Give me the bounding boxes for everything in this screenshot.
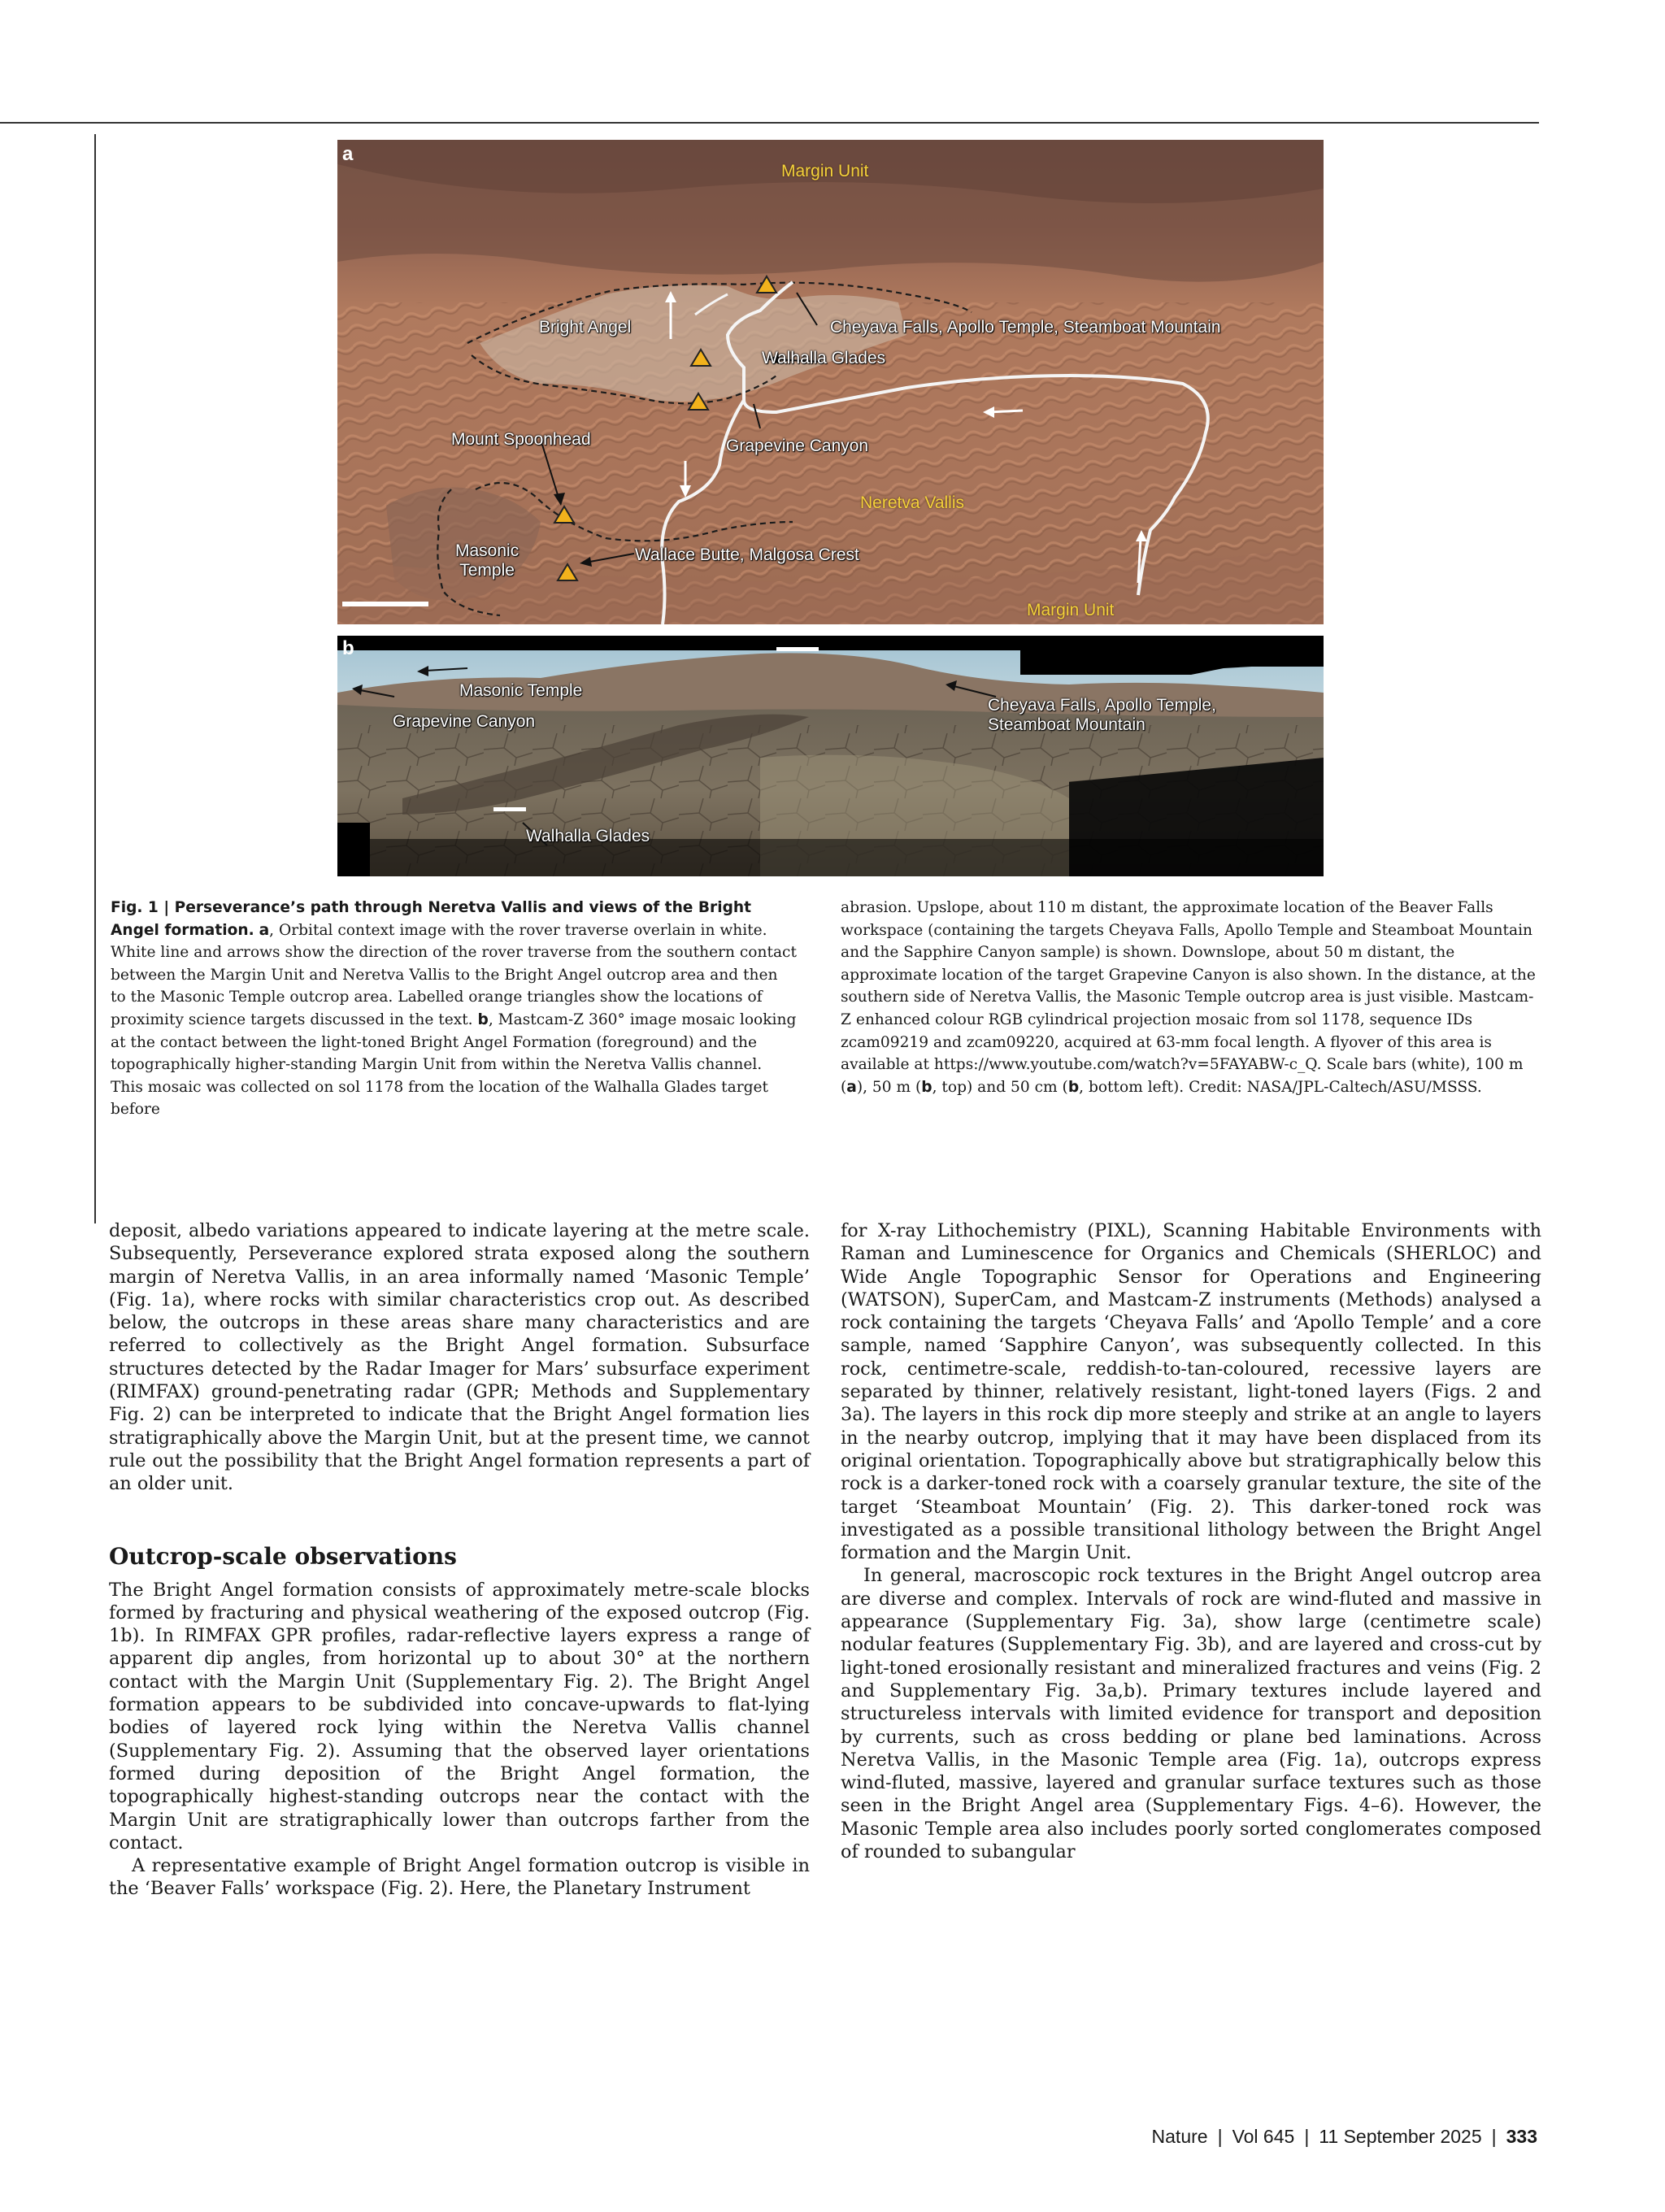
- label-neretva-vallis: Neretva Vallis: [860, 493, 964, 512]
- label-bright-angel: Bright Angel: [539, 318, 632, 337]
- paragraph: The Bright Angel formation consists of approximately metre-scale blocks formed by fracturing and physical weathering of the exposed outcrop (Fig. 1b). In RIMFAX GPR profiles, radar-reflective layers express a range of apparent dip angles, from horizontal up to about 30° at the northern contact with the Margin Unit (Supplementary Fig. 2). The Bright Angel formation appears to be subdivided into concave-upwards to flat-lying bodies of layered rock lying within the Neretva Vallis channel (Supplementary Fig. 2). Assuming that the observed layer orientations formed during deposition of the Bright Angel formation, the topographically highest-standing outcrops near the contact with the Margin Unit are stratigraphically lower than outcrops farther from the contact.: [109, 1579, 810, 1853]
- caption-figure-label: Fig. 1 | Perseverance’s path through Neretva Vallis and views of the Bright Angel formation.: [111, 899, 752, 939]
- mastcam-mosaic: [337, 636, 1324, 876]
- page-number: 333: [1506, 2126, 1537, 2147]
- scale-bar-top: [776, 647, 819, 651]
- journal-volume: Vol 645: [1232, 2126, 1295, 2147]
- label-cheyava-falls: Cheyava Falls, Apollo Temple, Steamboat Mountain: [830, 318, 1221, 337]
- figure-caption-left: Fig. 1 | Perseverance’s path through Neretva Vallis and views of the Bright Angel formation. a, Orbital context image with the rover traverse overlain in white. White line and arrows show the direction of the rover traverse from the southern contact between the Margin Unit and Neretva Vallis to the Bright Angel outcrop area and then to the Masonic Temple outcrop area. Labelled orange triangles show the locations of proximity science targets discussed in the text. b, Mastcam-Z 360° image mosaic looking at the contact between the light-toned Bright Angel Formation (foreground) and the topographically higher-standing Margin Unit from within the Neretva Vallis channel. This mosaic was collected on sol 1178 from the location of the Walhalla Glades target before: [111, 899, 797, 1119]
- label-b-cheyava-falls: Cheyava Falls, Apollo Temple, Steamboat Mountain: [988, 696, 1216, 734]
- label-grapevine-canyon: Grapevine Canyon: [726, 437, 869, 455]
- body-column-left: [109, 1219, 810, 1901]
- header-rule: [0, 122, 1539, 124]
- scale-bar: [342, 602, 428, 606]
- page-footer: Nature | Vol 645 | 11 September 2025 | 333: [1151, 2126, 1537, 2147]
- figure-caption-right: abrasion. Upslope, about 110 m distant, the approximate location of the Beaver Falls workspace (containing the targets Cheyava Falls, Apollo Temple and Steamboat Mountain and the Sapphire Canyon sample) is shown. Downslope, about 50 m distant, the approximate location of the target Grapevine Canyon is also shown. In the distance, at the southern side of Neretva Vallis, the Masonic Temple outcrop area is just visible. Mastcam-Z enhanced colour RGB cylindrical projection mosaic from sol 1178, sequence IDs zcam09219 and zcam09220, acquired at 63-mm focal length. A flyover of this area is available at https://www.youtube.com/watch?v=5FAYABW-c_Q. Scale bars (white), 100 m (a), 50 m (b, top) and 50 cm (b, bottom left). Credit: NASA/JPL-Caltech/ASU/MSSS.: [841, 899, 1536, 1096]
- label-mount-spoonhead: Mount Spoonhead: [451, 430, 591, 449]
- paragraph: for X-ray Lithochemistry (PIXL), Scanning Habitable Environments with Raman and Luminescence for Organics and Chemicals (SHERLOC) and Wide Angle Topographic Sensor for Operations and Engineering (WATSON), SuperCam, and Mastcam-Z instruments (Methods) analysed a rock containing the targets ‘Cheyava Falls’ and ‘Apollo Temple’ and a core sample, named ‘Sapphire Canyon’, was subsequently collected. In this rock, centimetre-scale, reddish-to-tan-coloured, recessive layers are separated by thinner, relatively resistant, light-toned layers (Figs. 2 and 3a). The layers in this rock dip more steeply and strike at an angle to layers in the nearby outcrop, implying that it may have been displaced from its original orientation. Topographically above but stratigraphically below this rock is a darker-toned rock with a coarsely granular texture, the site of the target ‘Steamboat Mountain’ (Fig. 2). This darker-toned rock was investigated as a possible transitional lithology between the Bright Angel formation and the Margin Unit.: [841, 1220, 1541, 1564]
- panel-letter-a: a: [342, 143, 354, 165]
- label-wallace-butte: Wallace Butte, Malgosa Crest: [635, 545, 859, 564]
- label-walhalla-glades: Walhalla Glades: [762, 349, 886, 367]
- paragraph: A representative example of Bright Angel formation outcrop is visible in the ‘Beaver Falls’ workspace (Fig. 2). Here, the Planetary Instrument: [109, 1855, 810, 1900]
- label-b-walhalla-glades: Walhalla Glades: [526, 827, 650, 845]
- label-b-masonic-temple: Masonic Temple: [459, 681, 583, 700]
- journal-name: Nature: [1151, 2126, 1208, 2147]
- publication-date: 11 September 2025: [1319, 2126, 1482, 2147]
- label-masonic-temple: Masonic Temple: [455, 541, 519, 580]
- body-column-right: [841, 1219, 1541, 1863]
- scale-bar-bottom: [493, 807, 526, 811]
- panel-letter-b: b: [342, 637, 354, 659]
- figure-panel-b: [337, 636, 1324, 876]
- label-margin-unit-top: Margin Unit: [781, 162, 869, 180]
- paragraph: In general, macroscopic rock textures in the Bright Angel outcrop area are diverse and complex. Intervals of rock are wind-fluted and massive in appearance (Supplementary Fig. 3a), show large (centimetre scale) nodular features (Supplementary Fig. 3b), and are layered and cross-cut by light-toned erosionally resistant and mineralized fractures and veins (Fig. 2 and Supplementary Fig. 3a,b). Primary textures include layered and structureless intervals with limited evidence for transport and deposition by currents, such as cross bedding or plane bed laminations. Across Neretva Vallis, in the Masonic Temple area (Fig. 1a), outcrops express wind-fluted, massive, layered and granular surface textures such as those seen in the Bright Angel area (Supplementary Figs. 4–6). However, the Masonic Temple area also includes poorly sorted conglomerates composed of rounded to subangular: [841, 1565, 1541, 1863]
- section-heading: Outcrop-scale observations: [109, 1542, 457, 1570]
- figure-panel-a: [337, 140, 1324, 624]
- margin-rule: [94, 134, 96, 1223]
- label-b-grapevine-canyon: Grapevine Canyon: [393, 712, 536, 731]
- paragraph: deposit, albedo variations appeared to indicate layering at the metre scale. Subsequently, Perseverance explored strata exposed along the southern margin of Neretva Vallis, in an area informally named ‘Masonic Temple’ (Fig. 1a), where rocks with similar characteristics crop out. As described below, the outcrops in these areas share many characteristics and are referred to collectively as the Bright Angel formation. Subsurface structures detected by the Radar Imager for Mars’ subsurface experiment (RIMFAX) ground-penetrating radar (GPR; Methods and Supplementary Fig. 2) can be interpreted to indicate that the Bright Angel formation lies stratigraphically above the Margin Unit, but at the present time, we cannot rule out the possibility that the Bright Angel formation represents a part of an older unit.: [109, 1220, 810, 1495]
- label-margin-unit-bottom: Margin Unit: [1027, 601, 1115, 619]
